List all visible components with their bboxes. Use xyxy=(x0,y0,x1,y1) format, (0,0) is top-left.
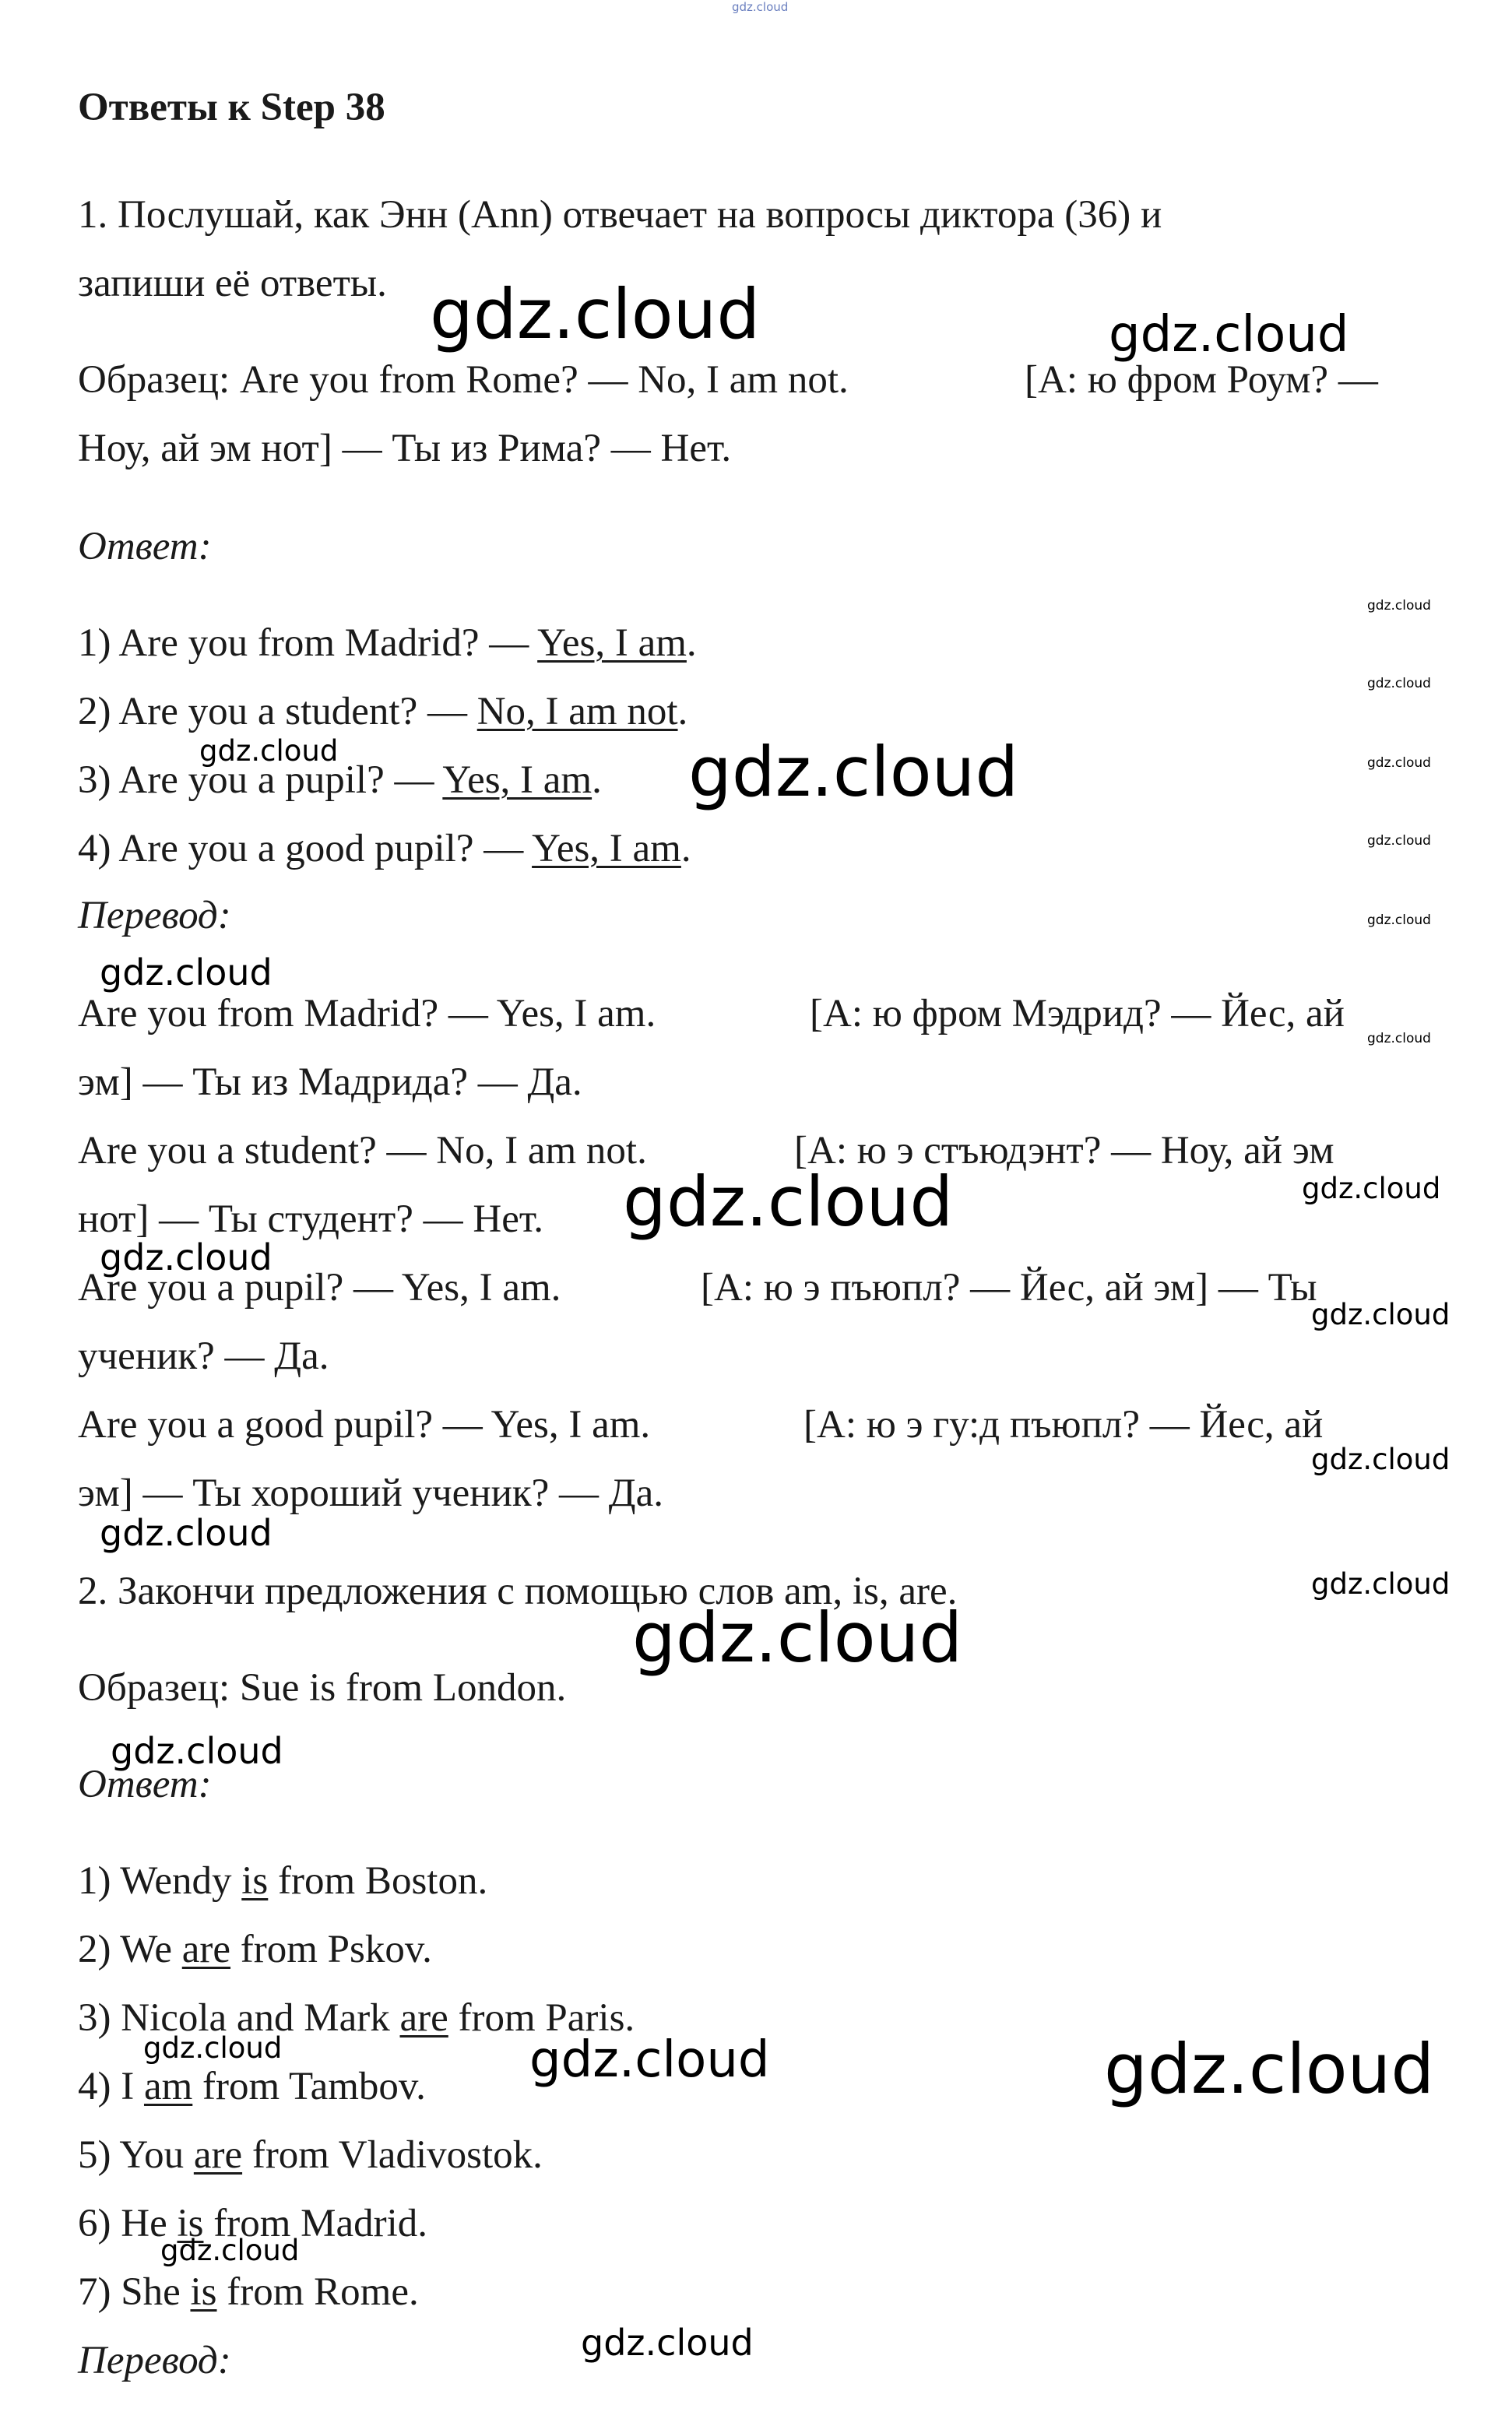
watermark: gdz.cloud xyxy=(1367,1031,1431,1046)
task2-answer-2 xyxy=(78,1926,432,1973)
task2-answer-4 xyxy=(78,2063,426,2110)
task2-answer-1 xyxy=(78,1858,487,1904)
watermark: gdz.cloud xyxy=(688,732,1019,812)
task1-answer-label: Ответ: xyxy=(78,525,212,568)
answer-word: is xyxy=(190,2270,217,2314)
translation-4-en: Are you a good pupil? — Yes, I am. xyxy=(78,1403,651,1447)
watermark: gdz.cloud xyxy=(100,1512,273,1554)
answer-pre: 4) I xyxy=(78,2065,144,2108)
answer-post: from Vladivostok. xyxy=(242,2133,543,2177)
task2-answer-7 xyxy=(78,2269,419,2315)
answer-pre: 2) We xyxy=(78,1928,182,1971)
answer-word: am xyxy=(143,2065,193,2108)
watermark: gdz.cloud xyxy=(529,2031,770,2089)
translation-2-en: Are you a student? — No, I am not. xyxy=(78,1129,647,1173)
task2-example: Образец: Sue is from London. xyxy=(78,1666,567,1710)
answer-pre: 1) Wendy xyxy=(78,1859,242,1903)
answer-end: . xyxy=(680,827,691,870)
translation-3-line2: ученик? — Да. xyxy=(78,1334,329,1378)
watermark: gdz.cloud xyxy=(100,951,273,993)
translation-3-tr: [А: ю э пъюпл? — Йес, ай эм] — Ты xyxy=(701,1266,1317,1310)
task1-example xyxy=(78,357,849,403)
answer-question: 1) Are you from Madrid? — xyxy=(78,621,538,665)
answer-underlined: No, I am not xyxy=(476,690,678,733)
task1-translation-label: Перевод: xyxy=(78,894,231,937)
answer-question: 3) Are you a pupil? — xyxy=(78,758,443,802)
task1-answer-2 xyxy=(78,688,687,735)
page-title: Ответы к Step 38 xyxy=(78,86,385,129)
answer-question: 2) Are you a student? — xyxy=(78,690,477,733)
task2-answer-5 xyxy=(78,2132,543,2178)
watermark: gdz.cloud xyxy=(143,2031,283,2065)
task2-translation-label: Перевод: xyxy=(78,2339,231,2382)
answer-pre: 6) He xyxy=(78,2202,178,2245)
answer-word: are xyxy=(193,2133,243,2177)
task2-instruction: 2. Закончи предложения с помощью слов am, is, are. xyxy=(78,1570,958,1613)
answer-end: . xyxy=(677,690,688,733)
translation-4-tr: [А: ю э гу:д пъюпл? — Йес, ай xyxy=(803,1403,1324,1447)
task1-example-en: Образец: Are you from Rome? — No, I am not. xyxy=(78,358,849,402)
answer-question: 4) Are you a good pupil? — xyxy=(78,827,533,870)
answer-pre: 7) She xyxy=(78,2270,191,2314)
answer-pre: 5) You xyxy=(78,2133,194,2177)
watermark: gdz.cloud xyxy=(199,734,339,768)
task1-answer-4 xyxy=(78,825,691,872)
task1-example-transcription: [А: ю фром Роум? — xyxy=(1025,358,1378,402)
translation-1-tr: [А: ю фром Мэдрид? — Йес, ай xyxy=(810,992,1345,1035)
watermark: gdz.cloud xyxy=(430,274,761,354)
answer-post: from Tambov. xyxy=(192,2065,426,2108)
watermark: gdz.cloud xyxy=(111,1730,283,1772)
translation-2-tr: [А: ю э стъюдэнт? — Ноу, ай эм xyxy=(794,1129,1334,1173)
answer-post: from Pskov. xyxy=(230,1928,432,1971)
answer-word: is xyxy=(241,1859,269,1903)
task1-example-line2: Ноу, ай эм нот] — Ты из Рима? — Нет. xyxy=(78,427,732,470)
watermark-top: gdz.cloud xyxy=(732,0,789,14)
translation-4-line2: эм] — Ты хороший ученик? — Да. xyxy=(78,1471,663,1515)
translation-2-line2: нот] — Ты студент? — Нет. xyxy=(78,1197,544,1241)
answer-post: from Madrid. xyxy=(203,2202,428,2245)
task1-answer-1 xyxy=(78,620,697,666)
answer-pre: 3) Nicola and Mark xyxy=(78,1996,400,2040)
answer-underlined: Yes, I am xyxy=(537,621,687,665)
answer-end: . xyxy=(686,621,697,665)
watermark: gdz.cloud xyxy=(1367,598,1431,614)
task2-answer-label: Ответ: xyxy=(78,1763,212,1806)
task1-instruction-cont: запиши её ответы. xyxy=(78,262,387,305)
answer-post: from Paris. xyxy=(448,1996,635,2040)
answer-post: from Boston. xyxy=(268,1859,488,1903)
watermark: gdz.cloud xyxy=(1367,833,1431,849)
watermark: gdz.cloud xyxy=(1311,1298,1450,1331)
answer-end: . xyxy=(592,758,602,802)
answer-underlined: Yes, I am xyxy=(442,758,592,802)
watermark: gdz.cloud xyxy=(1109,306,1349,364)
watermark: gdz.cloud xyxy=(623,1162,954,1242)
translation-1-line2: эм] — Ты из Мадрида? — Да. xyxy=(78,1060,582,1104)
answer-underlined: Yes, I am xyxy=(532,827,681,870)
translation-3-en: Are you a pupil? — Yes, I am. xyxy=(78,1266,561,1310)
watermark: gdz.cloud xyxy=(1311,1443,1450,1476)
task1-instruction: 1. Послушай, как Энн (Ann) отвечает на вопросы диктора (36) и xyxy=(78,193,1162,237)
translation-1-en: Are you from Madrid? — Yes, I am. xyxy=(78,992,656,1035)
watermark: gdz.cloud xyxy=(1367,676,1431,691)
watermark: gdz.cloud xyxy=(100,1236,273,1278)
watermark: gdz.cloud xyxy=(1367,912,1431,928)
watermark: gdz.cloud xyxy=(581,2322,754,2364)
answer-word: is xyxy=(177,2202,204,2245)
answer-word: are xyxy=(399,1996,448,2040)
task1-answer-3 xyxy=(78,757,602,803)
watermark: gdz.cloud xyxy=(1367,755,1431,771)
watermark: gdz.cloud xyxy=(1104,2029,1435,2109)
watermark: gdz.cloud xyxy=(632,1598,963,1678)
watermark: gdz.cloud xyxy=(160,2234,300,2267)
answer-post: from Rome. xyxy=(216,2270,419,2314)
answer-word: are xyxy=(181,1928,231,1971)
watermark: gdz.cloud xyxy=(1302,1172,1441,1205)
watermark: gdz.cloud xyxy=(1311,1567,1450,1601)
